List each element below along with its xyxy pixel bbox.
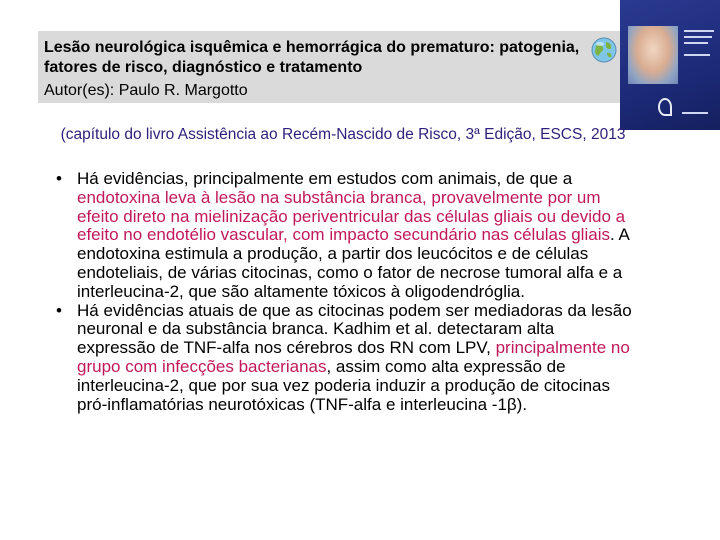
bullet-text: Há evidências, principalmente em estudos com animais, de que a: [77, 169, 573, 188]
slide-title: Lesão neurológica isquêmica e hemorrágica do prematuro: patogenia, fatores de risco, diagnóstico e tratamento: [44, 39, 580, 76]
bullet-text: Há evidências atuais de que as citocinas podem ser mediadoras da lesão neuronal e da substância branca. Kadhim et al. detectaram alta expressão de TNF-alfa nos cérebros dos RN com LPV,: [77, 300, 632, 358]
globe-icon: [590, 36, 618, 64]
book-logo-icon: [658, 98, 672, 116]
bullet-list: [46, 170, 636, 414]
source-note: (capítulo do livro Assistência ao Recém-Nascido de Risco, 3ª Edição, ESCS, 2013: [60, 126, 626, 143]
bullet-marker: •: [56, 169, 62, 188]
bullet-marker: •: [56, 300, 62, 320]
bullet-text: . A endotoxina estimula a produção, a partir dos leucócitos e de células endoteliais, de várias citocinas, como o fator de necrose tumoral alfa e a interleucina-2, que são altamente tóxicos à oligodendróglia.: [77, 225, 629, 301]
bullet-text: , assim como alta expressão de interleucina-2, que por sua vez poderia induzir a produção de citocinas pró-inflamatórias neurotóxicas (TNF-alfa e interleucina -1β).: [77, 356, 610, 414]
author-line: Autor(es): Paulo R. Margotto: [44, 82, 248, 99]
book-cover-photo: [628, 26, 678, 84]
highlighted-text: endotoxina leva à lesão na substância branca, provavelmente por um efeito direto na mielinização periventricular das células gliais ou devido a efeito no endotélio vascular, com impacto secundário nas células gliais: [77, 187, 626, 245]
highlighted-text: principalmente no grupo com infecções bacterianas: [77, 338, 630, 376]
bullet-item: [46, 170, 636, 302]
book-cover-image: [620, 0, 720, 130]
bullet-item: [46, 302, 636, 415]
